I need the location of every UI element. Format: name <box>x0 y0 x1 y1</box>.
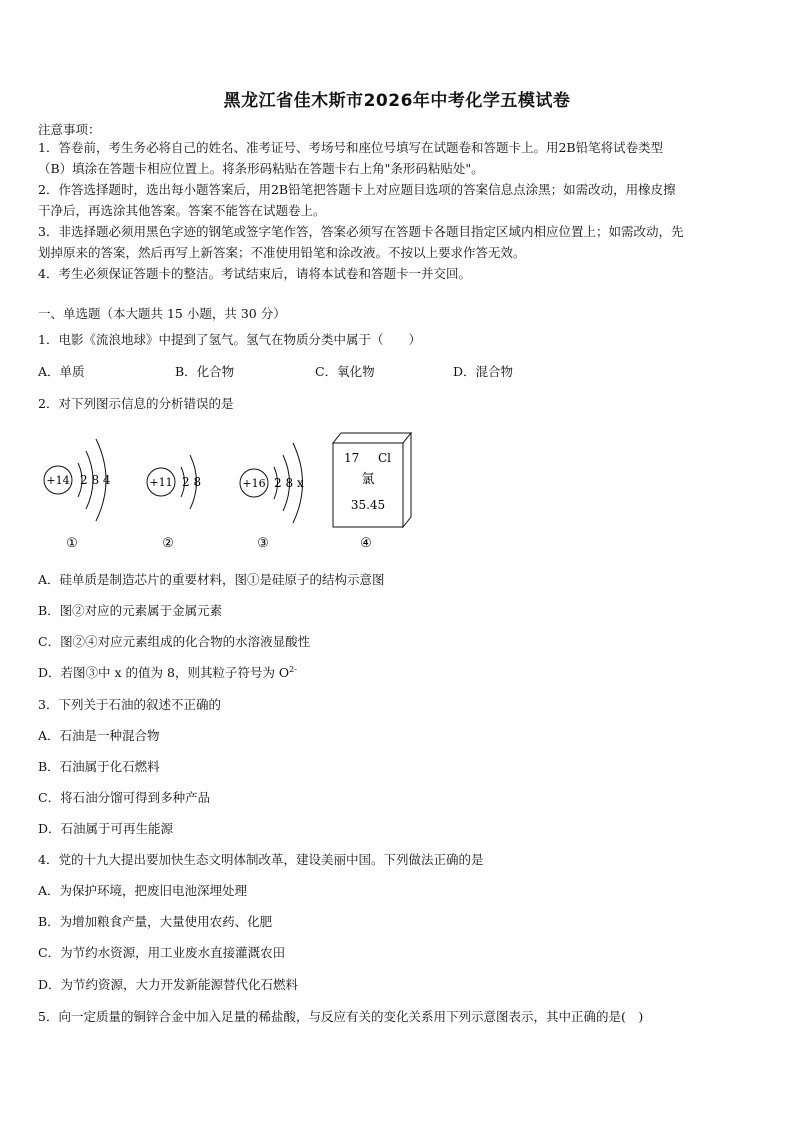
option-b[interactable]: B．图②对应的元素属于金属元素 <box>38 603 223 618</box>
question-5-stem: 5．向一定质量的铜锌合金中加入足量的稀盐酸，与反应有关的变化关系用下列示意图表示，其中正确的是( ) <box>38 1009 644 1024</box>
atom-diagram-1 <box>44 439 111 551</box>
option-c[interactable]: C．氧化物 <box>315 364 375 379</box>
element-symbol: Cl <box>378 451 392 465</box>
question-1-stem: 1．电影《流浪地球》中提到了氢气。氢气在物质分类中属于（ ） <box>38 332 421 347</box>
atom-structure-diagram <box>30 425 430 555</box>
option-d-text: D．若图③中 x 的值为 8，则其粒子符号为 O <box>38 665 290 680</box>
notice-item: 干净后，再选涂其他答案。答案不能答在试题卷上。 <box>38 203 326 218</box>
option-c[interactable]: C．将石油分馏可得到多种产品 <box>38 790 211 805</box>
notice-item: 1．答卷前，考生务必将自己的姓名、准考证号、考场号和座位号填写在试题卷和答题卡上。用2B铅笔将试卷类型 <box>38 140 664 155</box>
element-tile <box>333 433 411 551</box>
option-d[interactable]: D．混合物 <box>453 364 514 379</box>
notice-item: （B）填涂在答题卡相应位置上。将条形码粘贴在答题卡右上角"条形码粘贴处"。 <box>38 161 484 176</box>
figure-label-2: ② <box>162 536 174 551</box>
notice-item: 2．作答选择题时，选出每小题答案后，用2B铅笔把答题卡上对应题目选项的答案信息点涂黑；如需改动，用橡皮擦 <box>38 182 676 197</box>
option-b[interactable]: B．为增加粮食产量，大量使用农药、化肥 <box>38 914 273 929</box>
option-d[interactable]: D．为节约资源，大力开发新能源替代化石燃料 <box>38 977 299 992</box>
ion-charge: 2- <box>289 664 297 674</box>
question-3-stem: 3．下列关于石油的叙述不正确的 <box>38 697 221 712</box>
figure-label-4: ④ <box>360 536 372 551</box>
option-a[interactable]: A．硅单质是制造芯片的重要材料，图①是硅原子的结构示意图 <box>38 572 385 587</box>
atomic-number: 17 <box>344 451 360 465</box>
figure-label-3: ③ <box>257 536 269 551</box>
atom-3-nucleus: +16 <box>242 477 266 490</box>
question-2-stem: 2．对下列图示信息的分析错误的是 <box>38 396 234 411</box>
question-4-stem: 4．党的十九大提出要加快生态文明体制改革，建设美丽中国。下列做法正确的是 <box>38 852 484 867</box>
exam-title: 黑龙江省佳木斯市2026年中考化学五模试卷 <box>223 91 571 111</box>
option-b[interactable]: B．化合物 <box>175 364 235 379</box>
notice-heading: 注意事项： <box>38 122 101 137</box>
atom-3-shells: 2 8 x <box>274 476 304 490</box>
option-d[interactable]: D．石油属于可再生能源 <box>38 821 174 836</box>
option-a[interactable]: A．石油是一种混合物 <box>38 728 160 743</box>
atom-diagram-3 <box>240 443 304 551</box>
atomic-mass: 35.45 <box>350 498 386 512</box>
question-1-options <box>38 362 758 382</box>
option-b[interactable]: B．石油属于化石燃料 <box>38 759 160 774</box>
option-a[interactable]: A．单质 <box>38 364 85 379</box>
notice-item: 3．非选择题必须用黑色字迹的钢笔或签字笔作答，答案必须写在答题卡各题目指定区域内相应位置上；如需改动，先 <box>38 224 684 239</box>
option-a[interactable]: A．为保护环境，把废旧电池深埋处理 <box>38 883 248 898</box>
notice-item: 划掉原来的答案，然后再写上新答案；不准使用铅笔和涂改液。不按以上要求作答无效。 <box>38 245 526 260</box>
option-c[interactable]: C．为节约水资源，用工业废水直接灌溉农田 <box>38 945 286 960</box>
option-c[interactable]: C．图②④对应元素组成的化合物的水溶液显酸性 <box>38 634 311 649</box>
atom-1-shells: 2 8 4 <box>80 473 111 487</box>
atom-diagram-2 <box>147 455 201 551</box>
atom-2-nucleus: +11 <box>149 476 173 489</box>
option-d[interactable] <box>38 663 758 683</box>
atom-1-nucleus: +14 <box>46 474 70 487</box>
notice-item: 4．考生必须保证答题卡的整洁。考试结束后，请将本试卷和答题卡一并交回。 <box>38 266 471 281</box>
section-heading: 一、单选题（本大题共 15 小题，共 30 分） <box>38 306 286 321</box>
figure-label-1: ① <box>66 536 78 551</box>
element-name: 氯 <box>361 472 375 487</box>
atom-2-shells: 2 8 <box>182 475 202 489</box>
